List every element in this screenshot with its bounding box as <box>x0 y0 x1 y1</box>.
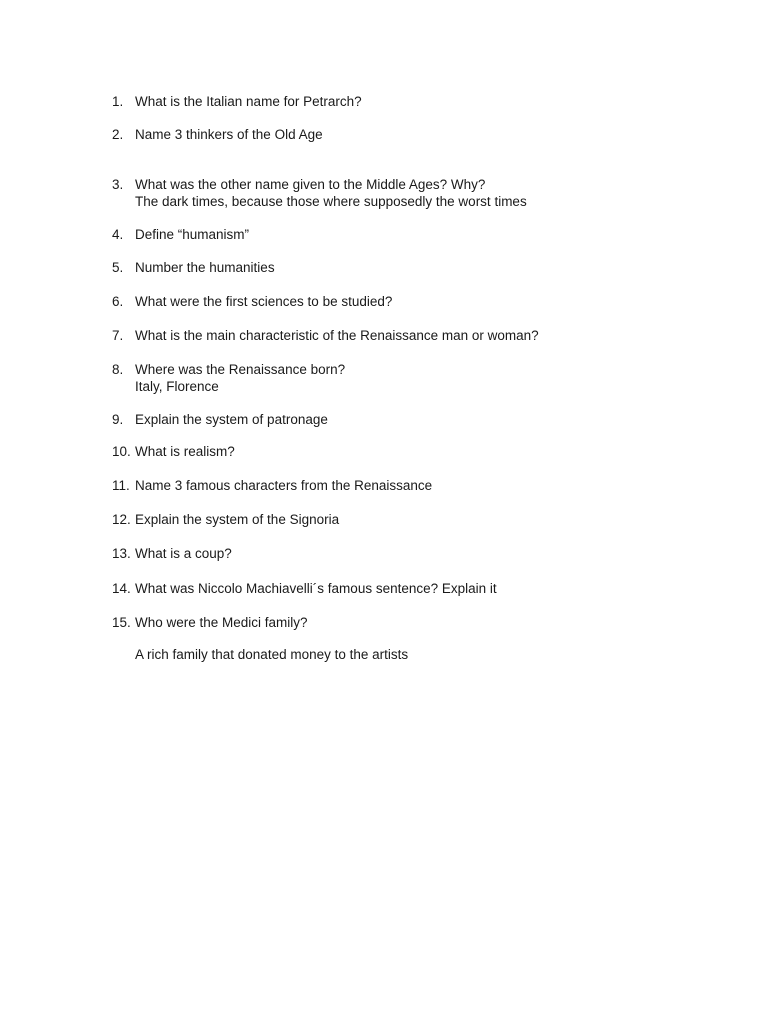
answer-text: A rich family that donated money to the artists <box>135 647 409 662</box>
question-number: 2. <box>112 127 124 142</box>
question-number: 14. <box>112 581 131 596</box>
answer-text: The dark times, because those where supposedly the worst times <box>135 194 527 209</box>
question-text: What is the main characteristic of the Renaissance man or woman? <box>135 328 539 343</box>
question-number: 4. <box>112 227 124 242</box>
question-text: Who were the Medici family? <box>135 615 308 630</box>
question-text: Define “humanism” <box>135 227 250 242</box>
question-number: 1. <box>112 94 124 109</box>
question-text: What is a coup? <box>135 546 232 561</box>
question-text: Name 3 famous characters from the Renaissance <box>135 478 433 493</box>
question-text: What was the other name given to the Middle Ages? Why? <box>135 177 486 192</box>
question-number: 10. <box>112 444 131 459</box>
question-text: What is the Italian name for Petrarch? <box>135 94 362 109</box>
question-text: Explain the system of the Signoria <box>135 512 340 527</box>
question-number: 11. <box>112 478 130 493</box>
question-number: 15. <box>112 615 131 630</box>
question-number: 7. <box>112 328 124 343</box>
question-text: Number the humanities <box>135 260 275 275</box>
question-text: What were the first sciences to be studied? <box>135 294 393 309</box>
answer-text: Italy, Florence <box>135 379 219 394</box>
question-number: 12. <box>112 512 131 527</box>
question-text: What was Niccolo Machiavelli´s famous sentence? Explain it <box>135 581 497 596</box>
question-number: 9. <box>112 412 124 427</box>
question-text: Explain the system of patronage <box>135 412 328 427</box>
question-number: 5. <box>112 260 124 275</box>
question-text: What is realism? <box>135 444 235 459</box>
question-text: Name 3 thinkers of the Old Age <box>135 127 323 142</box>
question-number: 8. <box>112 362 124 377</box>
question-number: 13. <box>112 546 131 561</box>
question-text: Where was the Renaissance born? <box>135 362 346 377</box>
question-number: 3. <box>112 177 124 192</box>
question-number: 6. <box>112 294 124 309</box>
